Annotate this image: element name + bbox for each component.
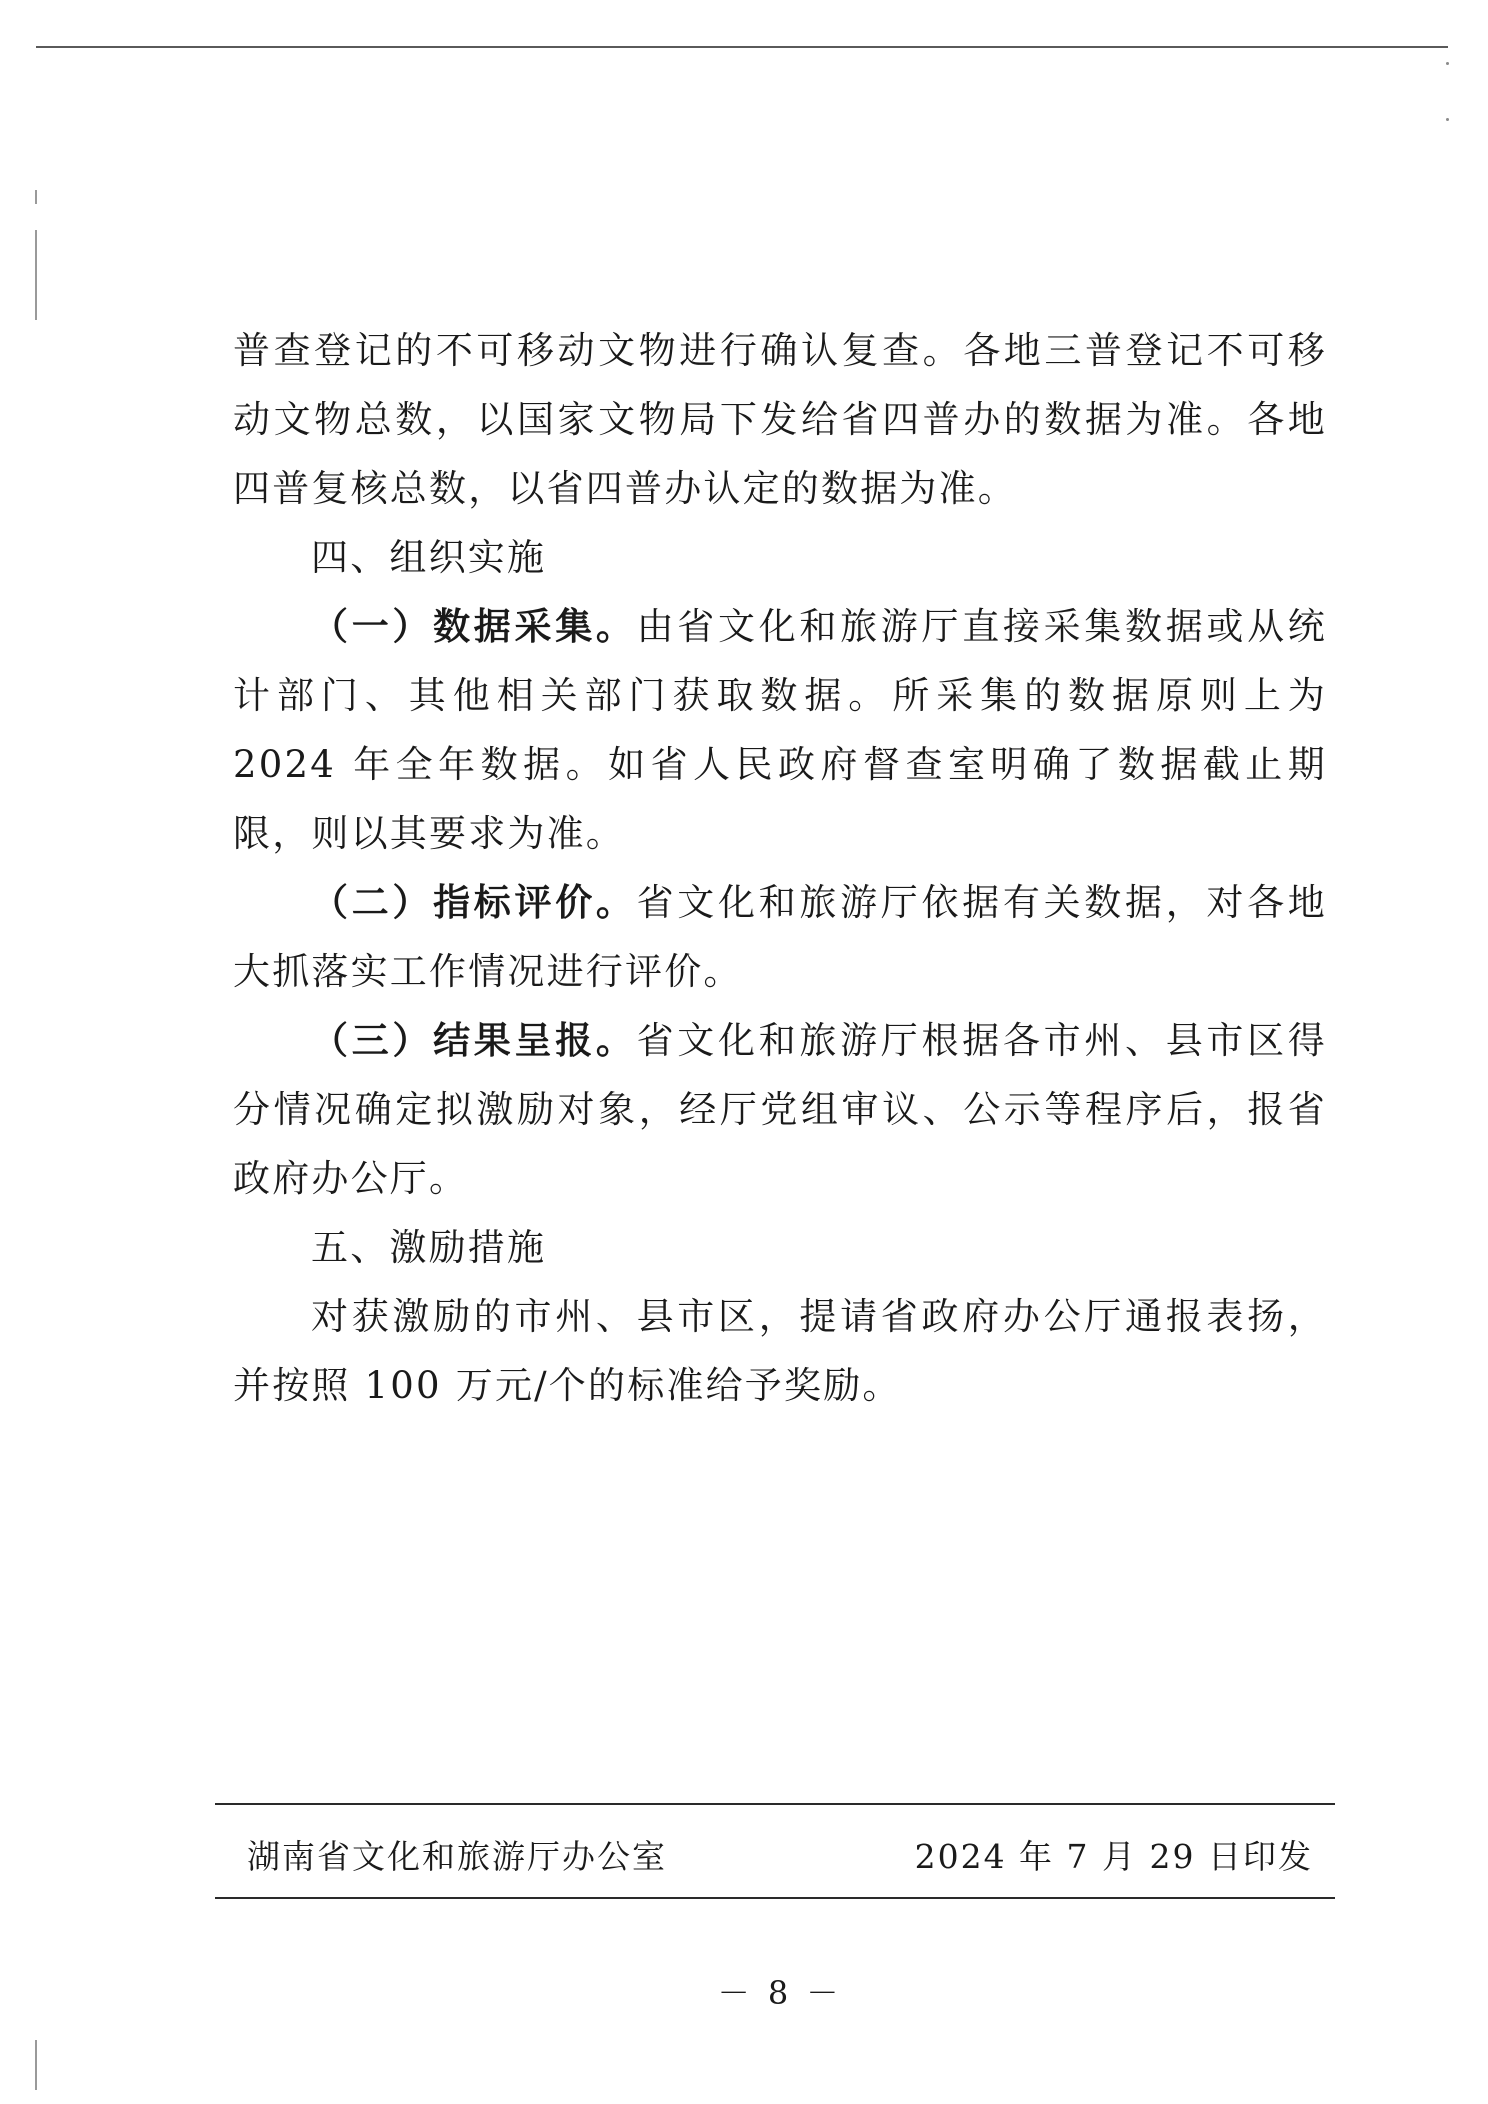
heading-text: 五、激励措施 [311, 1226, 547, 1269]
section-heading-incentives [233, 1213, 1327, 1282]
paragraph-indicator-evaluation [233, 868, 1327, 1006]
page-number: － 8 － [717, 1974, 843, 2012]
paragraph-incentives [233, 1282, 1327, 1420]
paragraph-data-collection [233, 592, 1327, 868]
footer-bottom-rule [215, 1897, 1335, 1899]
scan-dot [1446, 62, 1449, 65]
subheading-indicator-evaluation: （二）指标评价。 [311, 880, 637, 924]
subheading-data-collection: （一）数据采集。 [311, 604, 637, 648]
scan-dot [1446, 118, 1449, 121]
scan-edge-mark [35, 230, 37, 320]
scan-edge-mark [35, 190, 37, 204]
document-body [233, 316, 1327, 1420]
paragraph-text: 对获激励的市州、县市区，提请省政府办公厅通报表扬，并按照 100 万元/个的标准给予奖励。 [233, 1295, 1327, 1407]
footer-top-rule [215, 1803, 1335, 1805]
paragraph-text: 省文化和旅游厅依据有关数据，对各地大抓落实工作情况进行评价。 [233, 881, 1327, 993]
subheading-result-submission: （三）结果呈报。 [311, 1018, 637, 1062]
paragraph-result-submission [233, 1006, 1327, 1213]
paragraph-text: 由省文化和旅游厅直接采集数据或从统计部门、其他相关部门获取数据。所采集的数据原则上为 2024 年全年数据。如省人民政府督查室明确了数据截止期限，则以其要求为准。 [233, 605, 1327, 855]
footer-issuer: 湖南省文化和旅游厅办公室 [247, 1837, 667, 1876]
paragraph-continuation [233, 316, 1327, 523]
paragraph-text: 省文化和旅游厅根据各市州、县市区得分情况确定拟激励对象，经厅党组审议、公示等程序后，报省政府办公厅。 [233, 1019, 1327, 1200]
paragraph-text: 普查登记的不可移动文物进行确认复查。各地三普登记不可移动文物总数，以国家文物局下发给省四普办的数据为准。各地四普复核总数，以省四普办认定的数据为准。 [233, 329, 1327, 510]
heading-text: 四、组织实施 [311, 536, 547, 579]
section-heading-organization [233, 523, 1327, 592]
scan-edge-mark [35, 2040, 37, 2090]
footer-print-date: 2024 年 7 月 29 日印发 [914, 1837, 1313, 1876]
scan-top-border [36, 46, 1448, 48]
